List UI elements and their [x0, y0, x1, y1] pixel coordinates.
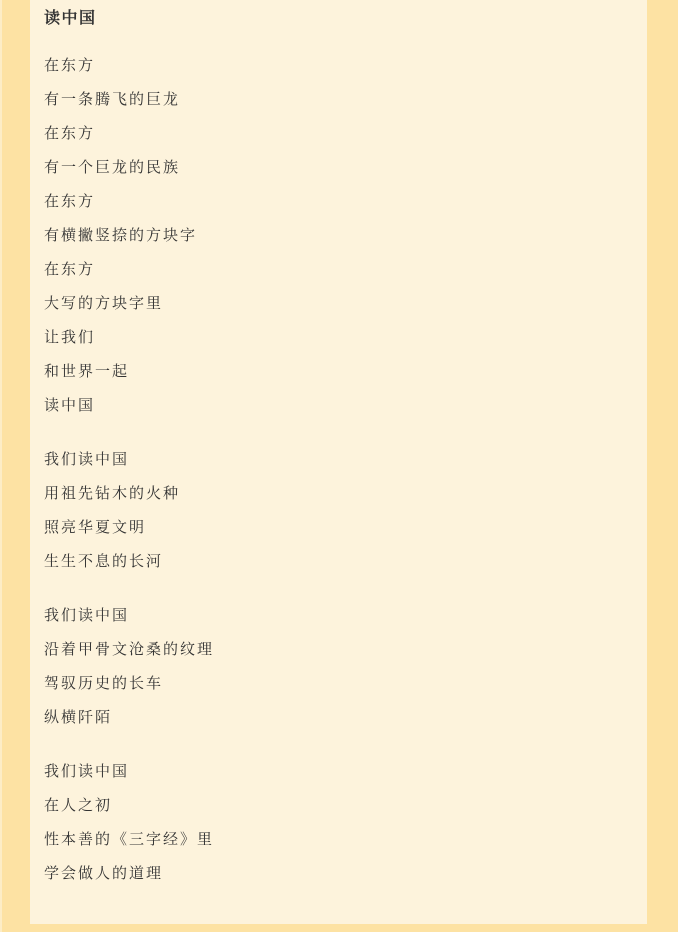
poem-line: 用祖先钻木的火种 [44, 485, 181, 502]
poem-line: 让我们 [44, 329, 96, 346]
poem-line: 纵横阡陌 [44, 709, 113, 726]
poem-line: 照亮华夏文明 [44, 519, 147, 536]
poem-line: 有横撇竖捺的方块字 [44, 227, 198, 244]
stanza [44, 762, 631, 884]
left-edge-highlight [0, 0, 2, 932]
poem-line: 我们读中国 [44, 763, 130, 780]
stanza [44, 450, 631, 572]
poem-line: 我们读中国 [44, 451, 130, 468]
poem-title: 读中国 [44, 10, 97, 27]
poem-line: 大写的方块字里 [44, 295, 164, 312]
poem-line: 性本善的《三字经》里 [44, 831, 215, 848]
poem-line: 读中国 [44, 397, 96, 414]
poem-body [44, 56, 631, 884]
poem-line: 在东方 [44, 125, 96, 142]
poem-line: 在东方 [44, 57, 96, 74]
poem-line: 在东方 [44, 193, 96, 210]
poem-line: 和世界一起 [44, 363, 130, 380]
article-content-panel [30, 0, 647, 924]
poem-line: 有一个巨龙的民族 [44, 159, 181, 176]
poem-line: 有一条腾飞的巨龙 [44, 91, 181, 108]
poem-line: 沿着甲骨文沧桑的纹理 [44, 641, 215, 658]
poem-line: 在东方 [44, 261, 96, 278]
poem-line: 驾驭历史的长车 [44, 675, 164, 692]
poem-line: 生生不息的长河 [44, 553, 164, 570]
poem-line: 在人之初 [44, 797, 113, 814]
poem-line: 学会做人的道理 [44, 865, 164, 882]
poem-line: 我们读中国 [44, 607, 130, 624]
stanza [44, 56, 631, 416]
stanza [44, 606, 631, 728]
